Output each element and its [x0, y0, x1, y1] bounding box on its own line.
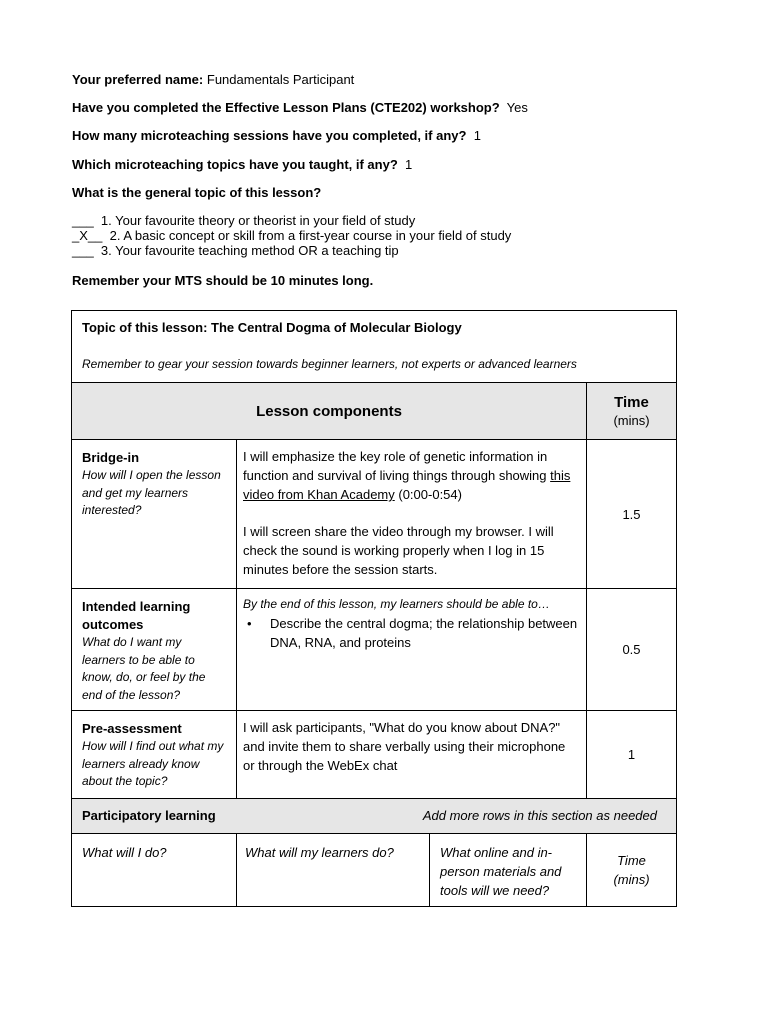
general-topic-line: [72, 185, 321, 200]
participatory-row: [72, 799, 676, 834]
components-header-row: [72, 383, 676, 440]
participatory-title: Participatory learning: [82, 808, 216, 823]
option-1: ___ 1. Your favourite theory or theorist in your field of study: [72, 213, 416, 228]
lesson-plan-table: [71, 310, 677, 907]
topics-value: 1: [405, 157, 413, 172]
topic-row: [72, 311, 676, 383]
column-what-will-i-do: What will I do?: [72, 834, 237, 906]
bridge-in-content: I will emphasize the key role of genetic information in function and survival of living things through showing this video from Khan Academy (0:00-0:54) I will screen share the video through my browser. I will check the sound is working properly when I log in 15 minutes before the session starts.: [237, 440, 587, 588]
bullet-icon: •: [247, 615, 252, 631]
workshop-line: [72, 100, 528, 115]
components-header: Lesson components: [72, 383, 587, 439]
khan-academy-video-link[interactable]: this video from Khan Academy: [243, 468, 571, 502]
option-2: _X__ 2. A basic concept or skill from a first-year course in your field of study: [72, 228, 512, 243]
option-3: ___ 3. Your favourite teaching method OR a teaching tip: [72, 243, 399, 258]
column-time: Time (mins): [613, 853, 650, 887]
sessions-label: How many microteaching sessions have you completed, if any?: [72, 128, 467, 143]
outcome-bullet: • Describe the central dogma; the relationship between DNA, RNA, and proteins: [247, 615, 578, 650]
bridge-in-label: Bridge-in How will I open the lesson and get my learners interested?: [72, 440, 237, 588]
participatory-note: Add more rows in this section as needed: [422, 808, 657, 823]
pre-assessment-row: [72, 711, 676, 799]
outcomes-row: [72, 589, 676, 711]
bridge-in-row: [72, 440, 676, 589]
name-line: [72, 72, 354, 87]
name-value: Fundamentals Participant: [206, 72, 355, 87]
participatory-columns-row: [72, 834, 676, 906]
lesson-topic: Topic of this lesson: The Central Dogma of Molecular Biology: [82, 320, 462, 335]
outcomes-label: Intended learning outcomes What do I want my learners to be able to know, do, or feel by the end of the lesson?: [72, 589, 237, 710]
sessions-line: [72, 128, 481, 143]
topic-note: Remember to gear your session towards beginner learners, not experts or advanced learners: [82, 357, 577, 371]
general-topic-label: What is the general topic of this lesson?: [72, 185, 322, 200]
topics-line: [72, 157, 412, 172]
outcomes-content: By the end of this lesson, my learners should be able to… • Describe the central dogma; the relationship between DNA, RNA, and proteins: [237, 589, 587, 710]
pre-assessment-time: 1: [627, 747, 636, 762]
column-learners-do: What will my learners do?: [237, 834, 430, 906]
pre-assessment-content: I will ask participants, "What do you know about DNA?" and invite them to share verbally using their microphone or through the WebEx chat: [237, 711, 587, 798]
name-label: Your preferred name:: [72, 72, 204, 87]
workshop-label: Have you completed the Effective Lesson Plans (CTE202) workshop?: [72, 100, 500, 115]
outcomes-time: 0.5: [622, 642, 641, 657]
bridge-in-time: 1.5: [622, 506, 641, 522]
reminder: Remember your MTS should be 10 minutes long.: [72, 273, 374, 288]
topics-label: Which microteaching topics have you taught, if any?: [72, 157, 398, 172]
sessions-value: 1: [473, 128, 481, 143]
workshop-value: Yes: [506, 100, 528, 115]
time-header: Time (mins): [613, 394, 650, 428]
column-materials: What online and in-person materials and tools will we need?: [430, 834, 587, 906]
pre-assessment-label: Pre-assessment How will I find out what my learners already know about the topic?: [72, 711, 237, 798]
